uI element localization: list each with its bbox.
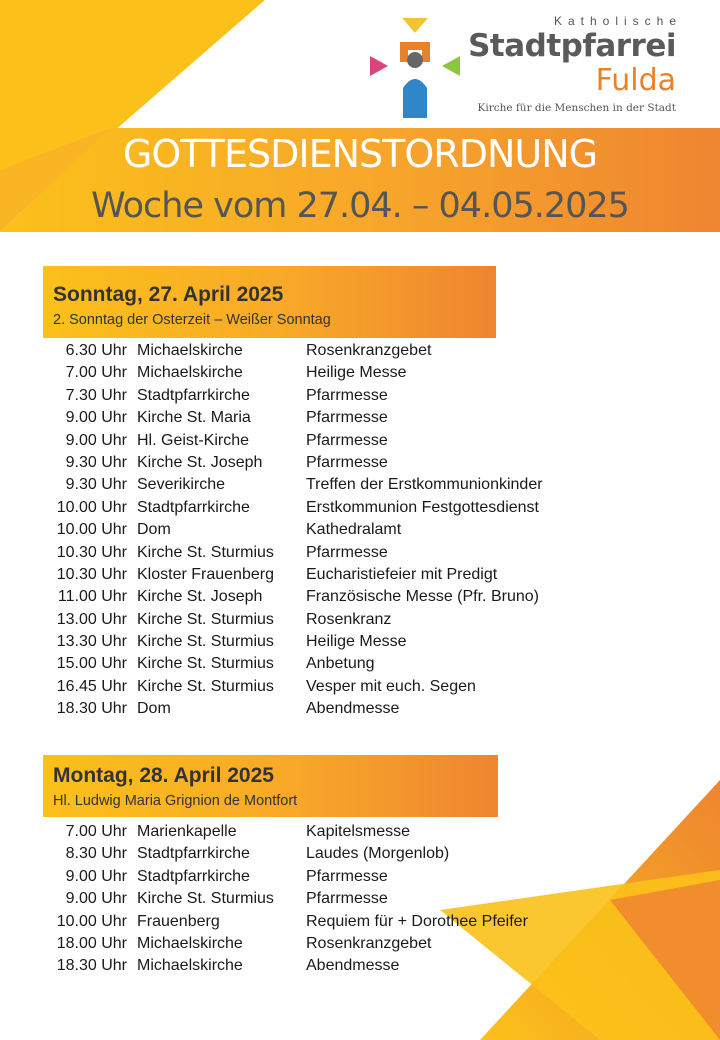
entry-place: Michaelskirche [137,934,243,952]
entry-event: Eucharistiefeier mit Predigt [306,565,498,583]
entry-time: 18.00 Uhr [56,934,127,952]
entry-time: 10.00 Uhr [56,912,127,930]
entry-place: Michaelskirche [137,957,243,975]
entry-time: 18.30 Uhr [56,700,127,718]
entry-event: Pfarrmesse [306,867,388,885]
schedule-row [0,890,720,912]
entry-event: Pfarrmesse [306,543,388,561]
schedule-row [0,655,720,677]
schedule-row [0,476,720,498]
schedule-row [0,387,720,409]
schedule-row [0,913,720,935]
entry-place: Dom [137,521,171,539]
brand-block [416,14,682,114]
day-subtitle: Hl. Ludwig Maria Grignion de Montfort [53,793,298,809]
entry-event: Laudes (Morgenlob) [306,845,450,863]
entry-time: 7.30 Uhr [65,386,127,404]
entry-event: Pfarrmesse [306,890,388,908]
schedule-row [0,544,720,566]
day-name: Sonntag, 27. April 2025 [53,283,284,306]
schedule-row [0,633,720,655]
entry-event: Treffen der Erstkommunionkinder [306,476,543,494]
schedule-row [0,566,720,588]
entry-event: Heilige Messe [306,633,407,651]
entry-place: Kirche St. Joseph [137,453,263,471]
schedule-row [0,611,720,633]
schedule-row [0,588,720,610]
brand-tagline: Kirche für die Menschen in der Stadt [477,102,676,114]
entry-time: 13.30 Uhr [56,633,127,651]
schedule-row [0,957,720,979]
entry-time: 7.00 Uhr [65,823,127,840]
entry-place: Kirche St. Maria [137,409,251,427]
entry-event: Pfarrmesse [306,453,388,471]
schedule-row [0,521,720,543]
entry-time: 13.00 Uhr [56,610,127,628]
entry-event: Pfarrmesse [306,431,388,449]
schedule-row [0,868,720,890]
entry-event: Pfarrmesse [306,409,388,427]
entry-event: Pfarrmesse [306,386,388,404]
entry-time: 10.00 Uhr [56,498,127,516]
entry-place: Stadtpfarrkirche [137,498,250,516]
day-subtitle: 2. Sonntag der Osterzeit – Weißer Sonntag [53,312,331,328]
entry-event: Abendmesse [306,957,400,975]
entry-event: Rosenkranzgebet [306,342,432,359]
day-name: Montag, 28. April 2025 [53,764,274,787]
schedule-row [0,409,720,431]
schedule-row [0,432,720,454]
entry-place: Kirche St. Sturmius [137,610,274,628]
entry-time: 15.00 Uhr [56,655,127,673]
entry-place: Kirche St. Sturmius [137,633,274,651]
entry-time: 18.30 Uhr [56,957,127,975]
entry-event: Anbetung [306,655,375,673]
entry-time: 10.30 Uhr [56,543,127,561]
entry-event: Abendmesse [306,700,400,718]
entry-time: 9.30 Uhr [65,476,127,494]
entry-event: Kathedralamt [306,521,402,539]
day-header [43,755,498,817]
day-header [43,266,496,338]
entry-time: 8.30 Uhr [65,845,127,863]
entry-place: Dom [137,700,171,718]
entry-event: Heilige Messe [306,364,407,382]
page-subtitle: Woche vom 27.04. – 04.05.2025 [91,186,629,226]
schedule-row [0,935,720,957]
entry-event: Kapitelsmesse [306,823,411,840]
entry-event: Französische Messe (Pfr. Bruno) [306,588,539,606]
entry-time: 9.00 Uhr [65,890,127,908]
entry-event: Vesper mit euch. Segen [306,677,476,695]
entry-time: 9.00 Uhr [65,409,127,427]
entry-place: Kirche St. Sturmius [137,543,274,561]
entry-event: Rosenkranz [306,610,392,628]
brand-city: Fulda [595,63,676,98]
schedule-row [0,364,720,386]
schedule-row [0,823,720,845]
entry-place: Kirche St. Sturmius [137,890,274,908]
entry-event: Erstkommunion Festgottesdienst [306,498,539,516]
entry-place: Hl. Geist-Kirche [137,431,250,449]
schedule-row [0,845,720,867]
entry-time: 11.00 Uhr [57,588,127,606]
entry-place: Stadtpfarrkirche [137,845,250,863]
entry-time: 9.00 Uhr [65,431,127,449]
entry-place: Marienkapelle [137,823,237,840]
schedule-row [0,342,720,364]
entry-place: Kirche St. Joseph [137,588,263,606]
entry-place: Michaelskirche [137,342,243,359]
entry-place: Kirche St. Sturmius [137,655,274,673]
schedule-row [0,678,720,700]
entry-event: Requiem für + Dorothee Pfeifer [306,912,528,930]
entry-time: 7.00 Uhr [65,364,127,382]
schedule-row [0,499,720,521]
entry-time: 10.30 Uhr [56,565,127,583]
entry-place: Stadtpfarrkirche [137,867,250,885]
entry-place: Stadtpfarrkirche [137,386,250,404]
entry-time: 16.45 Uhr [56,677,127,695]
schedule-row [0,700,720,722]
entry-place: Michaelskirche [137,364,243,382]
schedule-list [0,823,720,980]
entry-place: Frauenberg [137,912,220,930]
entry-place: Kloster Frauenberg [137,565,274,583]
entry-place: Severikirche [137,476,226,494]
entry-event: Rosenkranzgebet [306,934,432,952]
entry-place: Kirche St. Sturmius [137,677,274,695]
entry-time: 6.30 Uhr [65,342,127,359]
entry-time: 9.30 Uhr [65,453,127,471]
entry-time: 10.00 Uhr [56,521,127,539]
schedule-row [0,454,720,476]
brand-small: Katholische [553,14,682,28]
schedule-list [0,342,720,723]
brand-name: Stadtpfarrei [468,28,676,64]
entry-time: 9.00 Uhr [65,867,127,885]
page-title: GOTTESDIENSTORDNUNG [122,132,598,176]
